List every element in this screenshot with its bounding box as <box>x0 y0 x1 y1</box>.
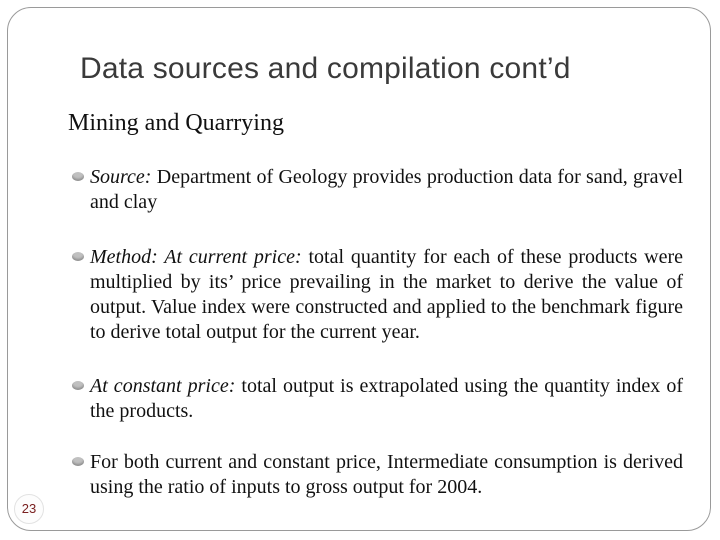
bullet-item-intermediate-consumption <box>90 450 683 500</box>
bullet-text: total quantity for each of these products were multiplied by its’ price prevailing in the market to derive the value of output. Value index were constructed and applied to the benchmark figure to derive total output for the current year. <box>90 246 683 343</box>
bullet-item-current-price <box>90 245 683 345</box>
bullet-label: Method: At current price: <box>90 246 302 268</box>
bullet-label: At constant price: <box>90 375 236 397</box>
page-number: 23 <box>14 494 44 524</box>
bullet-label: Source: <box>90 166 152 188</box>
bullet-marker <box>72 172 84 181</box>
bullet-marker <box>72 457 84 466</box>
slide-title: Data sources and compilation cont’d <box>80 52 571 85</box>
section-heading: Mining and Quarrying <box>68 110 284 136</box>
bullet-text: For both current and constant price, Intermediate consumption is derived using the ratio of inputs to gross output for 2004. <box>90 451 683 498</box>
bullet-item-constant-price <box>90 374 683 424</box>
bullet-item-source <box>90 165 683 215</box>
bullet-marker <box>72 252 84 261</box>
bullet-marker <box>72 381 84 390</box>
bullet-text: total output is extrapolated using the quantity index of the products. <box>90 375 683 422</box>
bullet-text: Department of Geology provides production data for sand, gravel and clay <box>90 166 683 213</box>
